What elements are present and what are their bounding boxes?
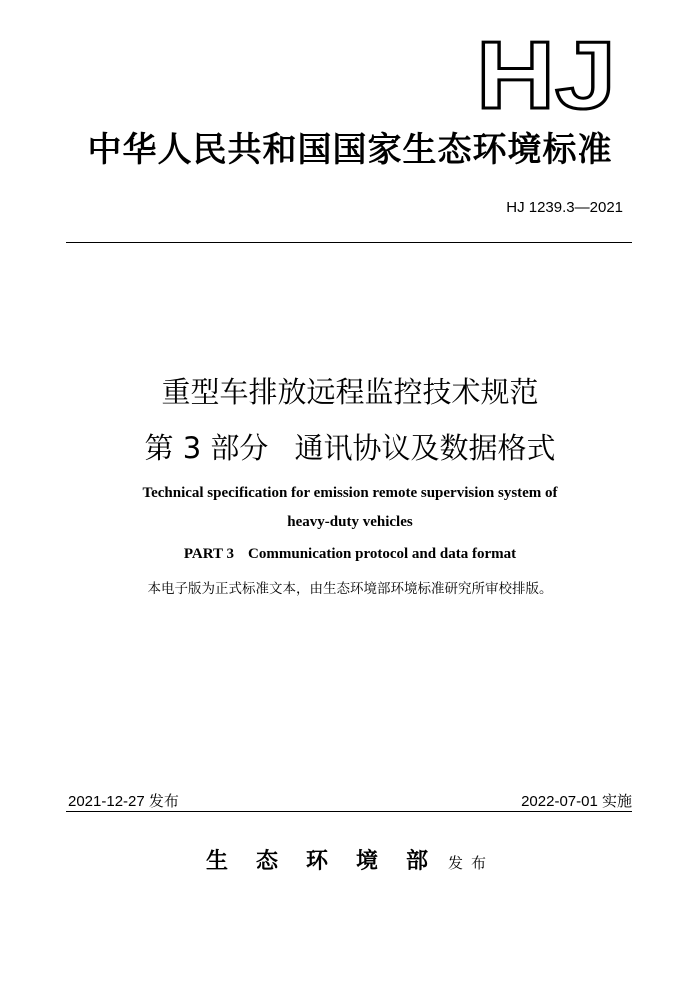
organization-title: 中华人民共和国国家生态环境标准 [87, 130, 613, 170]
issuing-department: 生态环境部 [205, 848, 456, 874]
standard-code: HJ 1239.3—2021 [506, 199, 623, 216]
top-divider [66, 242, 632, 243]
issuer [0, 844, 700, 875]
title-en-part [0, 546, 700, 563]
bottom-divider [66, 811, 632, 812]
part-title: 通讯协议及数据格式 [294, 431, 556, 465]
part-number: 第 3 部分 [144, 431, 269, 465]
hj-logo [470, 33, 620, 111]
title-zh-part [0, 426, 700, 467]
logo-text: HJ [476, 33, 616, 111]
en-part-number: PART 3 [183, 546, 235, 562]
effective-date: 2022-07-01 实施 [521, 793, 632, 810]
title-en-line1: Technical specification for emission remote supervision system of [142, 485, 558, 501]
issuer-release: 发布 [448, 854, 495, 872]
title-zh-main: 重型车排放远程监控技术规范 [161, 375, 539, 409]
electronic-version-note: 本电子版为正式标准文本，由生态环境部环境标准研究所审校排版。 [147, 581, 553, 597]
title-en-line2: heavy-duty vehicles [287, 514, 413, 530]
en-part-title: Communication protocol and data format [248, 546, 517, 562]
issue-date: 2021-12-27 发布 [68, 793, 179, 810]
